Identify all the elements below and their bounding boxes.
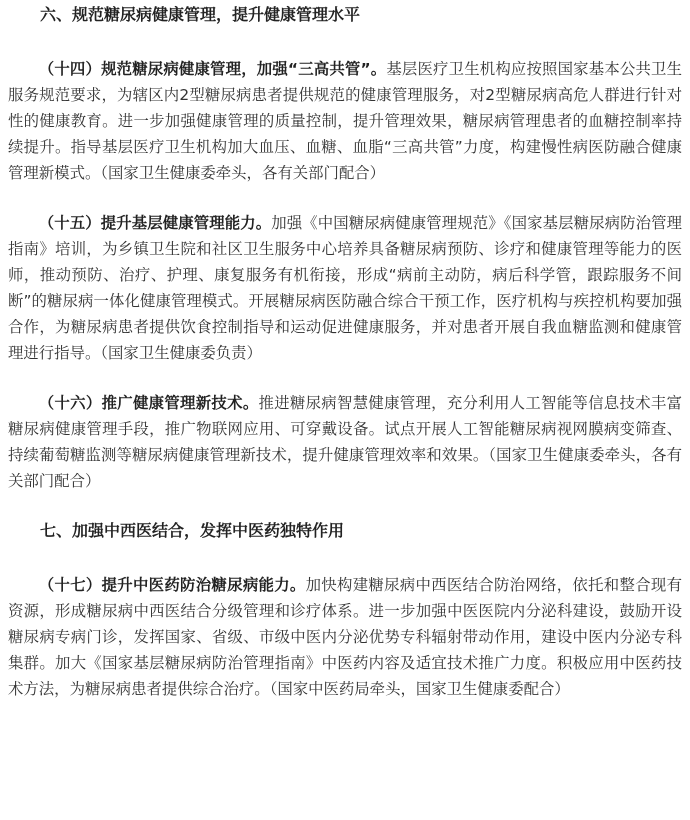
paragraph-16 <box>8 390 682 494</box>
paragraph-body: 推进糖尿病智慧健康管理，充分利用人工智能等信息技术丰富糖尿病健康管理手段，推广物联网应用、可穿戴设备。试点开展人工智能糖尿病视网膜病变筛查、持续葡萄糖监测等糖尿病健康管理新技术，提升健康管理效率和效果。（国家卫生健康委牵头，各有关部门配合） <box>8 394 682 490</box>
paragraph-17 <box>8 572 682 702</box>
spacer <box>8 28 682 56</box>
paragraph-lead: （十七）提升中医药防治糖尿病能力。 <box>38 576 306 594</box>
paragraph-15 <box>8 210 682 366</box>
spacer <box>8 366 682 390</box>
spacer <box>8 186 682 210</box>
section-heading-7: 七、加强中西医结合，发挥中医药独特作用 <box>40 521 345 540</box>
paragraph-body: 加强《中国糖尿病健康管理规范》《国家基层糖尿病防治管理指南》培训，为乡镇卫生院和社区卫生服务中心培养具备糖尿病预防、诊疗和健康管理等能力的医师，推动预防、治疗、护理、康复服务有机衔接，形成“病前主动防，病后科学管，跟踪服务不间断”的糖尿病一体化健康管理模式。开展糖尿病医防融合综合干预工作，医疗机构与疾控机构要加强合作，为糖尿病患者提供饮食控制指导和运动促进健康服务，并对患者开展自我血糖监测和健康管理进行指导。（国家卫生健康委负责） <box>8 214 682 362</box>
paragraph-body: 基层医疗卫生机构应按照国家基本公共卫生服务规范要求，为辖区内2型糖尿病患者提供规范的健康管理服务，对2型糖尿病高危人群进行针对性的健康教育。进一步加强健康管理的质量控制，提升管理效果，糖尿病管理患者的血糖控制率持续提升。指导基层医疗卫生机构加大血压、血糖、血脂“三高共管”力度，构建慢性病医防融合健康管理新模式。（国家卫生健康委牵头，各有关部门配合） <box>8 60 682 182</box>
paragraph-14 <box>8 56 682 186</box>
paragraph-body: 加快构建糖尿病中西医结合防治网络，依托和整合现有资源，形成糖尿病中西医结合分级管理和诊疗体系。进一步加强中医医院内分泌科建设，鼓励开设糖尿病专病门诊，发挥国家、省级、市级中医内分泌优势专科辐射带动作用，建设中医内分泌专科集群。加大《国家基层糖尿病防治管理指南》中医药内容及适宜技术推广力度。积极应用中医药技术方法，为糖尿病患者提供综合治疗。（国家中医药局牵头，国家卫生健康委配合） <box>8 576 682 698</box>
paragraph-lead: （十六）推广健康管理新技术。 <box>38 394 259 412</box>
spacer <box>8 494 682 518</box>
paragraph-lead: （十四）规范糖尿病健康管理，加强“三高共管”。 <box>38 60 387 78</box>
section-heading-6: 六、规范糖尿病健康管理，提升健康管理水平 <box>40 5 361 24</box>
spacer <box>8 544 682 572</box>
paragraph-lead: （十五）提升基层健康管理能力。 <box>38 214 272 232</box>
